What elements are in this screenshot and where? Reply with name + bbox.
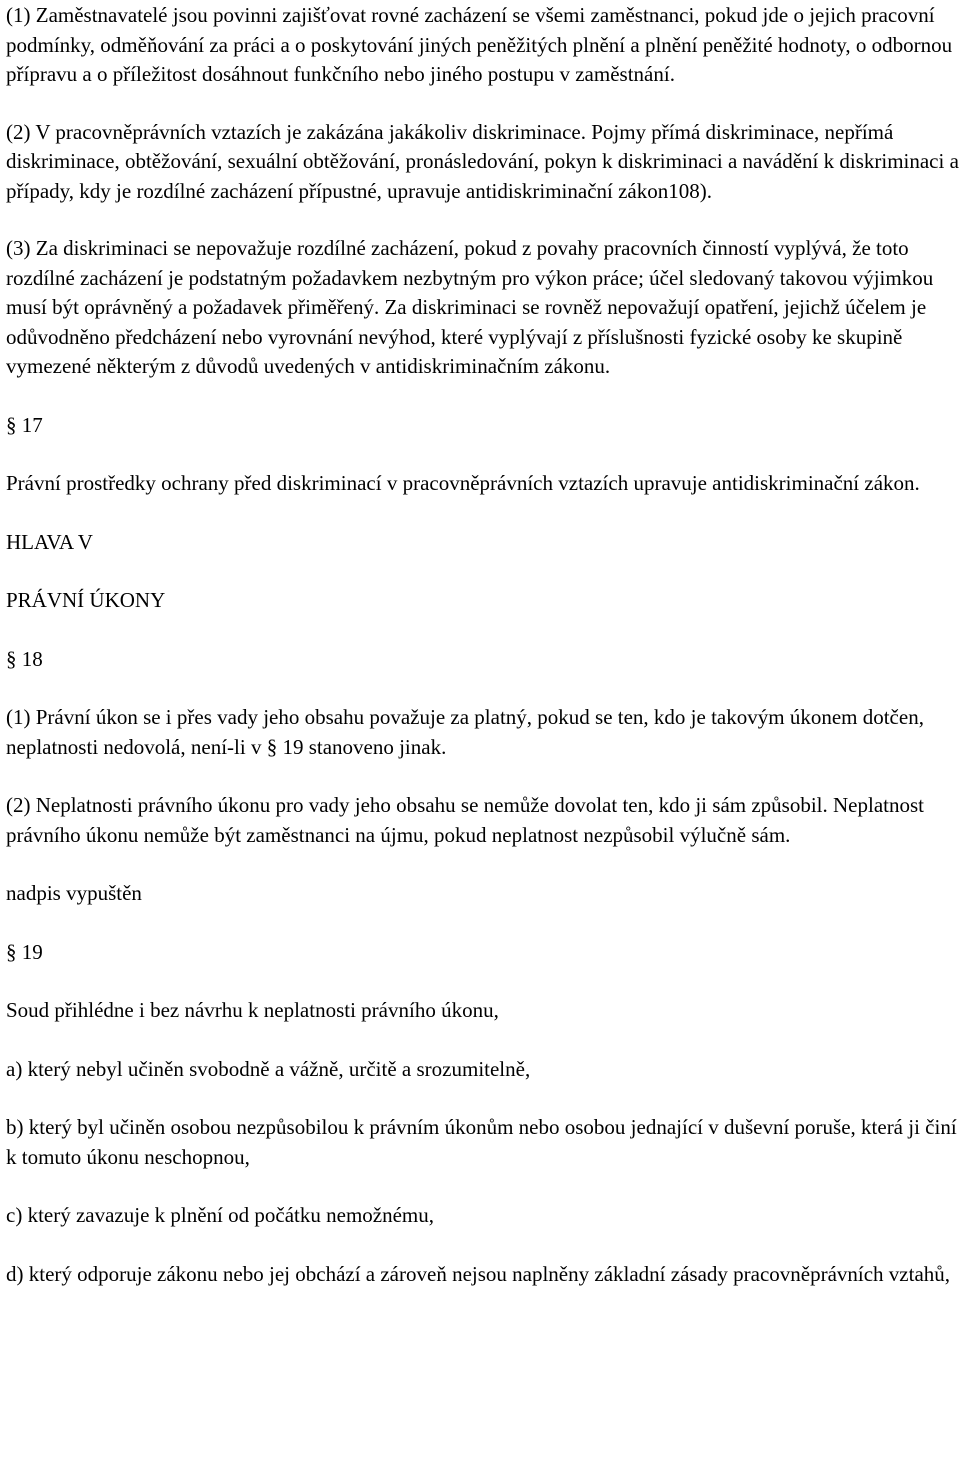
section-17-heading: § 17	[6, 412, 43, 437]
paragraph-6: (2) Neplatnosti právního úkonu pro vady jeho obsahu se nemůže dovolat ten, kdo ji sám způsobil. Neplatnost právního úkonu nemůže být zaměstnanci na újmu, pokud neplatnost nezpůsobil výlučně sám.	[6, 793, 924, 847]
chapter-heading: HLAVA V	[6, 529, 93, 554]
list-item-c: c) který zavazuje k plnění od počátku nemožnému,	[6, 1203, 434, 1227]
paragraph-4: Právní prostředky ochrany před diskriminací v pracovněprávních vztazích upravuje antidiskriminační zákon.	[6, 471, 920, 495]
document-body	[6, 0, 960, 1289]
heading-omitted-note: nadpis vypuštěn	[6, 881, 142, 905]
section-19-heading: § 19	[6, 939, 43, 964]
list-item-d: d) který odporuje zákonu nebo jej obchází a zároveň nejsou naplněny základní zásady pracovněprávních vztahů,	[6, 1261, 951, 1286]
paragraph-5: (1) Právní úkon se i přes vady jeho obsahu považuje za platný, pokud se ten, kdo je takovým úkonem dotčen, neplatnosti nedovolá, není-li v § 19 stanoveno jinak.	[6, 705, 924, 759]
paragraph-1: (1) Zaměstnavatelé jsou povinni zajišťovat rovné zacházení se všemi zaměstnanci, pokud jde o jejich pracovní podmínky, odměňování za práci a o poskytování jiných peněžitých plnění a plnění peněžité hodnoty, o odbornou přípravu a o příležitost dosáhnout funkčního nebo jiného postupu v zaměstnání.	[6, 3, 953, 86]
paragraph-2: (2) V pracovněprávních vztazích je zakázána jakákoliv diskriminace. Pojmy přímá diskriminace, nepřímá diskriminace, obtěžování, sexuální obtěžování, pronásledování, pokyn k diskriminaci a navádění k diskriminaci a případy, kdy je rozdílné zacházení přípustné, upravuje antidiskriminační zákon108).	[6, 119, 959, 203]
section-18-heading: § 18	[6, 646, 43, 671]
paragraph-7: Soud přihlédne i bez návrhu k neplatnosti právního úkonu,	[6, 998, 499, 1022]
chapter-title: PRÁVNÍ ÚKONY	[6, 588, 166, 612]
paragraph-3: (3) Za diskriminaci se nepovažuje rozdílné zacházení, pokud z povahy pracovních činností vyplývá, že toto rozdílné zacházení je podstatným požadavkem nezbytným pro výkon práce; účel sledovaný takovou výjimkou musí být oprávněný a požadavek přiměřený. Za diskriminaci se rovněž nepovažují opatření, jejichž účelem je odůvodněno předcházení nebo vyrovnání nevýhod, které vyplývají z příslušnosti fyzické osoby ke skupině vymezené některým z důvodů uvedených v antidiskriminačním zákonu.	[6, 236, 934, 378]
list-item-b: b) který byl učiněn osobou nezpůsobilou k právním úkonům nebo osobou jednající v duševní poruše, která ji činí k tomuto úkonu neschopnou,	[6, 1115, 957, 1169]
list-item-a: a) který nebyl učiněn svobodně a vážně, určitě a srozumitelně,	[6, 1056, 531, 1081]
